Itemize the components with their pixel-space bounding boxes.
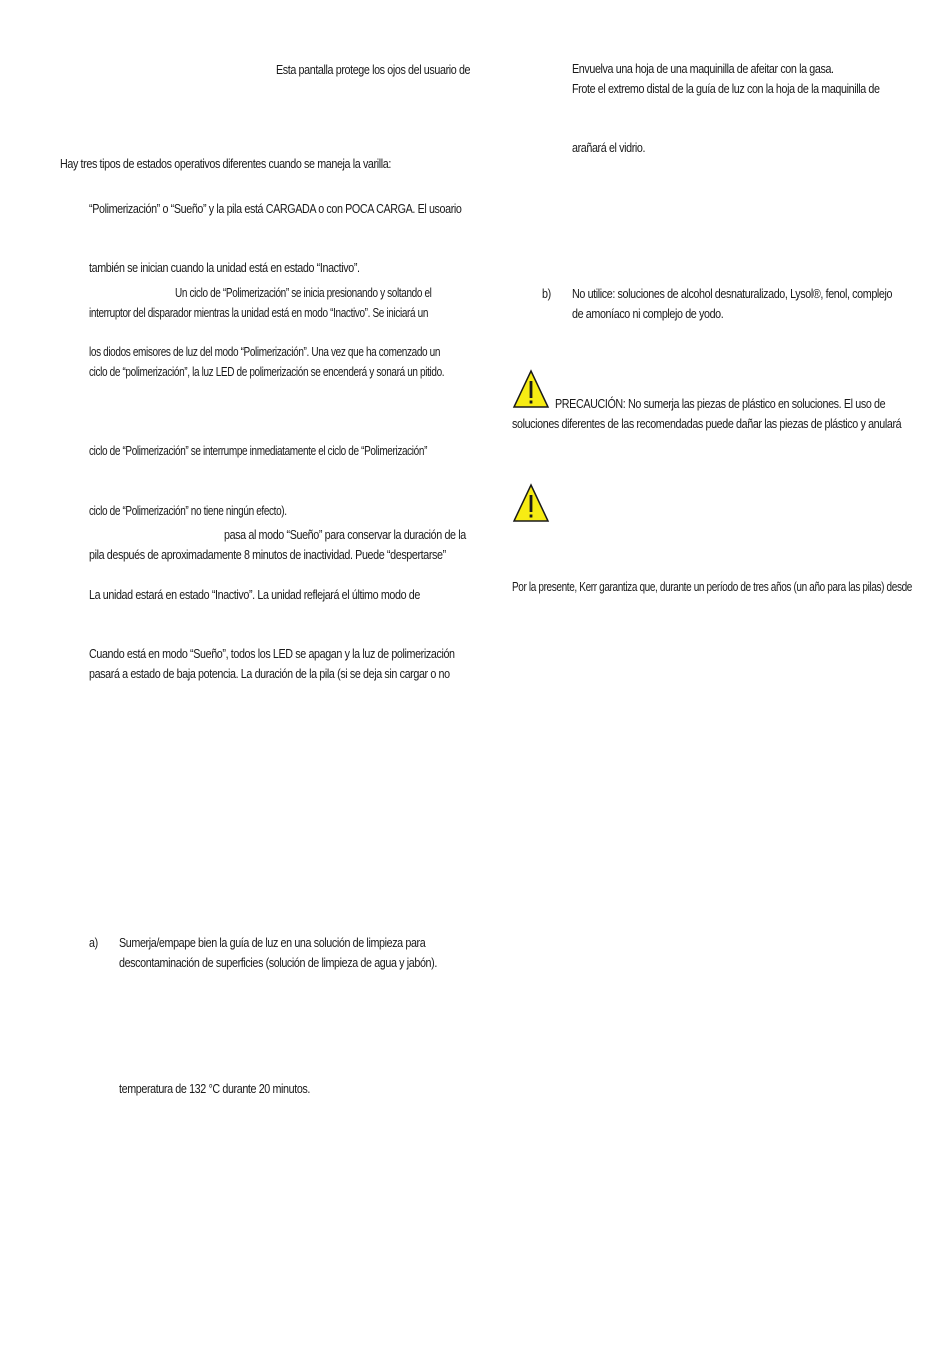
text-line-inactive-start: también se inician cuando la unidad está en estado “Inactivo”. xyxy=(89,261,360,275)
text-line-eyes: Esta pantalla protege los ojos del usuario de xyxy=(276,63,471,77)
list-item-a-line-1: Sumerja/empape bien la guía de luz en una solución de limpieza para xyxy=(119,936,426,950)
text-line-scratch: arañará el vidrio. xyxy=(572,141,646,155)
warranty-line: Por la presente, Kerr garantiza que, durante un período de tres años (un año para las pilas) desde xyxy=(512,580,912,594)
text-line-interrupt: ciclo de “Polimerización” se interrumpe inmediatamente el ciclo de “Polimerización” xyxy=(89,444,428,458)
list-item-b-line-2: de amoníaco ni complejo de yodo. xyxy=(572,307,724,321)
text-line-diodes-2: ciclo de “polimerización”, la luz LED de polimerización se encenderá y sonará un pitido. xyxy=(89,365,445,379)
list-item-a-label: a) xyxy=(89,936,98,950)
text-line-diodes-1: los diodos emisores de luz del modo “Polimerización”. Una vez que ha comenzado un xyxy=(89,345,441,359)
list-item-b-line-1: No utilice: soluciones de alcohol desnaturalizado, Lysol®, fenol, complejo xyxy=(572,287,893,301)
list-item-b-label: b) xyxy=(542,287,551,301)
list-item-a-line-2: descontaminación de superficies (solución de limpieza de agua y jabón). xyxy=(119,956,437,970)
text-line-sleep-2: pila después de aproximadamente 8 minutos de inactividad. Puede “despertarse” xyxy=(89,548,446,562)
text-line-sleep-mode-1: Cuando está en modo “Sueño”, todos los LED se apagan y la luz de polimerización xyxy=(89,647,455,661)
text-line-wrap-blade: Envuelva una hoja de una maquinilla de afeitar con la gasa. xyxy=(572,62,834,76)
text-line-cycle-2: interruptor del disparador mientras la unidad está en modo “Inactivo”. Se iniciará un xyxy=(89,306,429,320)
text-line-rub: Frote el extremo distal de la guía de luz con la hoja de la maquinilla de xyxy=(572,82,880,96)
caution-line-1: PRECAUCIÓN: No sumerja las piezas de plástico en soluciones. El uso de xyxy=(555,397,886,411)
text-line-states-intro: Hay tres tipos de estados operativos diferentes cuando se maneja la varilla: xyxy=(60,157,391,171)
text-line-pol-sleep: “Polimerización” o “Sueño” y la pila está CARGADA o con POCA CARGA. El usoario xyxy=(89,202,462,216)
text-line-sleep-1: pasa al modo “Sueño” para conservar la duración de la xyxy=(224,528,466,542)
warning-icon xyxy=(512,369,550,409)
text-line-sleep-mode-2: pasará a estado de baja potencia. La duración de la pila (si se deja sin cargar o no xyxy=(89,667,450,681)
text-line-inactive-state: La unidad estará en estado “Inactivo”. La unidad reflejará el último modo de xyxy=(89,588,420,602)
text-line-temperature: temperatura de 132 °C durante 20 minutos. xyxy=(119,1082,311,1096)
text-line-cycle-1: Un ciclo de “Polimerización” se inicia presionando y soltando el xyxy=(175,286,432,300)
caution-line-2: soluciones diferentes de las recomendadas puede dañar las piezas de plástico y anulará xyxy=(512,417,902,431)
warning-icon xyxy=(512,483,550,523)
text-line-no-effect: ciclo de “Polimerización” no tiene ningún efecto). xyxy=(89,504,287,518)
